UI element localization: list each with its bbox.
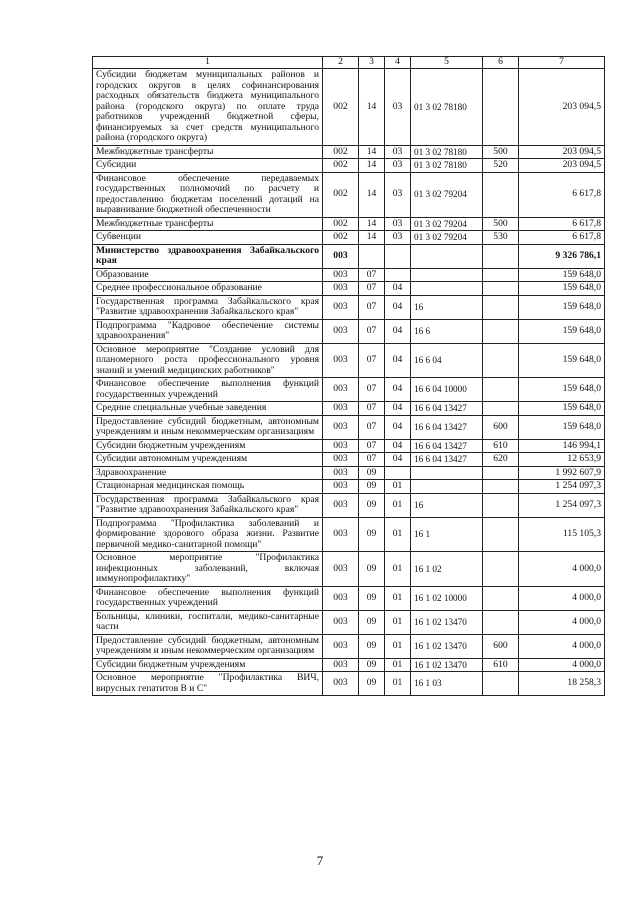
cell-subsection: 03 [385,172,411,217]
cell-ministry-code: 003 [323,439,359,453]
cell-ministry-code: 003 [323,517,359,552]
cell-subsection: 04 [385,415,411,439]
cell-name: Субсидии бюджетным учреждениям [93,439,323,453]
table-row [93,610,605,634]
cell-amount: 159 648,0 [519,415,605,439]
cell-target-item: 16 1 [411,517,483,552]
cell-expense-type [483,343,519,378]
cell-expense-type [483,552,519,587]
cell-subsection: 01 [385,672,411,696]
cell-subsection: 01 [385,634,411,658]
cell-section: 09 [359,466,385,480]
cell-expense-type [483,282,519,296]
cell-name: Межбюджетные трансферты [93,145,323,159]
cell-amount: 6 617,8 [519,231,605,245]
cell-name: Государственная программа Забайкальского края "Развитие здравоохранения Забайкальского края" [93,493,323,517]
cell-section: 14 [359,145,385,159]
cell-name: Предоставление субсидий бюджетным, автономным учреждениям и иным некоммерческим организациям [93,634,323,658]
cell-subsection: 04 [385,319,411,343]
cell-section: 07 [359,343,385,378]
cell-amount: 159 648,0 [519,282,605,296]
cell-ministry-code: 003 [323,268,359,282]
table-header [93,57,605,69]
cell-amount: 1 992 607,9 [519,466,605,480]
cell-ministry-code: 003 [323,244,359,268]
cell-section: 09 [359,493,385,517]
table-row [93,402,605,416]
cell-expense-type [483,586,519,610]
cell-target-item: 16 6 04 13427 [411,439,483,453]
cell-target-item: 16 1 03 [411,672,483,696]
cell-target-item: 16 6 04 13427 [411,453,483,467]
cell-name: Больницы, клиники, госпитали, медико-санитарные части [93,610,323,634]
cell-ministry-code: 003 [323,402,359,416]
table-row [93,493,605,517]
cell-amount: 159 648,0 [519,268,605,282]
cell-target-item [411,466,483,480]
budget-table [92,56,605,696]
table-row [93,658,605,672]
table-row [93,319,605,343]
table-body [93,69,605,696]
header-row [93,57,605,69]
cell-subsection [385,244,411,268]
column-header: 3 [359,57,385,69]
cell-amount: 203 094,5 [519,159,605,173]
cell-section: 07 [359,415,385,439]
cell-ministry-code: 003 [323,552,359,587]
cell-expense-type: 500 [483,217,519,231]
cell-section: 09 [359,634,385,658]
cell-amount: 6 617,8 [519,172,605,217]
column-header: 7 [519,57,605,69]
cell-target-item: 16 6 04 13427 [411,415,483,439]
cell-amount: 6 617,8 [519,217,605,231]
cell-target-item: 01 3 02 78180 [411,145,483,159]
cell-ministry-code: 002 [323,172,359,217]
cell-expense-type: 620 [483,453,519,467]
cell-section: 14 [359,172,385,217]
cell-amount: 12 653,9 [519,453,605,467]
table-row [93,552,605,587]
cell-amount: 146 994,1 [519,439,605,453]
cell-subsection: 03 [385,69,411,146]
cell-ministry-code: 002 [323,159,359,173]
cell-expense-type [483,610,519,634]
cell-name: Государственная программа Забайкальского края "Развитие здравоохранения Забайкальского края" [93,295,323,319]
cell-amount: 4 000,0 [519,634,605,658]
cell-name: Предоставление субсидий бюджетным, автономным учреждениям и иным некоммерческим организациям [93,415,323,439]
cell-amount: 159 648,0 [519,319,605,343]
table-row [93,231,605,245]
cell-amount: 115 105,3 [519,517,605,552]
cell-ministry-code: 003 [323,586,359,610]
cell-target-item [411,268,483,282]
table-row [93,517,605,552]
cell-section: 09 [359,658,385,672]
cell-target-item: 16 6 04 13427 [411,402,483,416]
cell-subsection: 01 [385,493,411,517]
table-row [93,415,605,439]
cell-section: 14 [359,69,385,146]
cell-subsection: 01 [385,552,411,587]
cell-amount: 203 094,5 [519,145,605,159]
cell-expense-type: 530 [483,231,519,245]
cell-name: Министерство здравоохранения Забайкальского края [93,244,323,268]
table-row [93,217,605,231]
cell-subsection: 04 [385,439,411,453]
table-row [93,343,605,378]
cell-name: Субвенции [93,231,323,245]
cell-name: Финансовое обеспечение выполнения функций государственных учреждений [93,378,323,402]
cell-subsection: 01 [385,586,411,610]
cell-section: 09 [359,672,385,696]
cell-name: Межбюджетные трансферты [93,217,323,231]
table-row [93,586,605,610]
cell-section: 09 [359,610,385,634]
cell-target-item: 16 [411,493,483,517]
cell-expense-type [483,378,519,402]
cell-expense-type [483,517,519,552]
cell-ministry-code: 003 [323,480,359,494]
table-row [93,453,605,467]
cell-subsection: 01 [385,658,411,672]
cell-target-item [411,244,483,268]
cell-name: Финансовое обеспечение передаваемых государственных полномочий по расчету и предоставлению бюджетам поселений дотаций на выравнивание бюджетной обеспеченности [93,172,323,217]
cell-expense-type [483,480,519,494]
cell-ministry-code: 003 [323,319,359,343]
table-row [93,439,605,453]
cell-ministry-code: 003 [323,493,359,517]
table-row [93,672,605,696]
cell-name: Подпрограмма "Кадровое обеспечение системы здравоохранения" [93,319,323,343]
table-row [93,282,605,296]
cell-expense-type [483,402,519,416]
cell-expense-type [483,172,519,217]
column-header: 4 [385,57,411,69]
cell-subsection: 04 [385,343,411,378]
cell-amount: 159 648,0 [519,295,605,319]
cell-name: Основное мероприятие "Профилактика инфекционных заболеваний, включая иммунопрофилактику" [93,552,323,587]
column-header: 5 [411,57,483,69]
cell-subsection: 01 [385,610,411,634]
cell-section: 09 [359,552,385,587]
cell-name: Основное мероприятие "Создание условий для планомерного роста профессионального уровня знаний и умений медицинских работников" [93,343,323,378]
page-number: 7 [316,853,324,868]
cell-ministry-code: 003 [323,343,359,378]
cell-section: 14 [359,231,385,245]
cell-amount: 9 326 786,1 [519,244,605,268]
table-row [93,378,605,402]
cell-ministry-code: 003 [323,453,359,467]
cell-amount: 4 000,0 [519,552,605,587]
cell-ministry-code: 003 [323,282,359,296]
cell-name: Стационарная медицинская помощь [93,480,323,494]
cell-target-item [411,480,483,494]
cell-target-item [411,282,483,296]
cell-section: 14 [359,217,385,231]
cell-expense-type: 600 [483,634,519,658]
cell-target-item: 16 [411,295,483,319]
table-row [93,268,605,282]
cell-target-item: 16 1 02 13470 [411,610,483,634]
cell-target-item: 01 3 02 79204 [411,172,483,217]
cell-subsection [385,268,411,282]
cell-name: Субсидии автономным учреждениям [93,453,323,467]
cell-amount: 4 000,0 [519,658,605,672]
cell-target-item: 01 3 02 79204 [411,231,483,245]
cell-expense-type: 520 [483,159,519,173]
cell-ministry-code: 003 [323,658,359,672]
cell-target-item: 16 1 02 10000 [411,586,483,610]
cell-name: Образование [93,268,323,282]
table-row [93,172,605,217]
cell-expense-type: 500 [483,145,519,159]
cell-section: 07 [359,439,385,453]
cell-name: Финансовое обеспечение выполнения функций государственных учреждений [93,586,323,610]
cell-name: Среднее профессиональное образование [93,282,323,296]
cell-name: Основное мероприятие "Профилактика ВИЧ, вирусных гепатитов В и С" [93,672,323,696]
cell-subsection: 04 [385,453,411,467]
cell-ministry-code: 002 [323,231,359,245]
cell-name: Субсидии [93,159,323,173]
cell-amount: 1 254 097,3 [519,493,605,517]
cell-subsection: 03 [385,231,411,245]
table-row [93,480,605,494]
cell-subsection: 04 [385,295,411,319]
cell-section: 07 [359,295,385,319]
table-row [93,295,605,319]
cell-ministry-code: 003 [323,610,359,634]
cell-ministry-code: 003 [323,672,359,696]
cell-ministry-code: 003 [323,634,359,658]
cell-subsection: 01 [385,517,411,552]
cell-subsection: 03 [385,159,411,173]
cell-target-item: 16 6 [411,319,483,343]
cell-target-item: 16 6 04 [411,343,483,378]
table-row [93,145,605,159]
cell-ministry-code: 003 [323,415,359,439]
cell-amount: 4 000,0 [519,586,605,610]
cell-ministry-code: 003 [323,378,359,402]
cell-amount: 18 258,3 [519,672,605,696]
cell-expense-type [483,268,519,282]
cell-target-item: 16 1 02 [411,552,483,587]
cell-amount: 159 648,0 [519,378,605,402]
cell-target-item: 01 3 02 79204 [411,217,483,231]
table-row [93,466,605,480]
cell-section: 07 [359,402,385,416]
cell-section: 09 [359,480,385,494]
cell-expense-type [483,493,519,517]
cell-expense-type: 610 [483,439,519,453]
column-header: 2 [323,57,359,69]
cell-section: 07 [359,268,385,282]
cell-section [359,244,385,268]
cell-expense-type [483,295,519,319]
cell-amount: 4 000,0 [519,610,605,634]
cell-expense-type [483,319,519,343]
cell-expense-type [483,672,519,696]
table-row [93,634,605,658]
cell-ministry-code: 003 [323,295,359,319]
cell-amount: 159 648,0 [519,402,605,416]
cell-section: 07 [359,282,385,296]
cell-ministry-code: 002 [323,69,359,146]
cell-subsection: 04 [385,402,411,416]
cell-subsection [385,466,411,480]
cell-name: Подпрограмма "Профилактика заболеваний и формирование здорового образа жизни. Развитие первичной медико-санитарной помощи" [93,517,323,552]
cell-target-item: 01 3 02 78180 [411,159,483,173]
cell-expense-type [483,466,519,480]
cell-section: 14 [359,159,385,173]
table-row [93,244,605,268]
cell-section: 09 [359,586,385,610]
cell-ministry-code: 003 [323,466,359,480]
cell-amount: 159 648,0 [519,343,605,378]
cell-name: Субсидии бюджетам муниципальных районов и городских округов в целях софинансирования расходных обязательств бюджета муниципального района (городского округа) по оплате труда работников учреждений бюджетной сферы, финансируемых за счет средств муниципального района (городского округа) [93,69,323,146]
cell-expense-type: 610 [483,658,519,672]
cell-expense-type [483,244,519,268]
column-header: 6 [483,57,519,69]
cell-name: Средние специальные учебные заведения [93,402,323,416]
table-row [93,159,605,173]
cell-subsection: 03 [385,217,411,231]
cell-expense-type: 600 [483,415,519,439]
cell-target-item: 16 1 02 13470 [411,634,483,658]
cell-name: Здравоохранение [93,466,323,480]
cell-amount: 1 254 097,3 [519,480,605,494]
cell-name: Субсидии бюджетным учреждениям [93,658,323,672]
cell-expense-type [483,69,519,146]
cell-target-item: 01 3 02 78180 [411,69,483,146]
cell-section: 07 [359,453,385,467]
cell-ministry-code: 002 [323,217,359,231]
column-header: 1 [93,57,323,69]
cell-subsection: 04 [385,378,411,402]
cell-subsection: 04 [385,282,411,296]
cell-section: 07 [359,319,385,343]
cell-subsection: 03 [385,145,411,159]
cell-target-item: 16 6 04 10000 [411,378,483,402]
cell-section: 07 [359,378,385,402]
cell-subsection: 01 [385,480,411,494]
cell-ministry-code: 002 [323,145,359,159]
cell-section: 09 [359,517,385,552]
table-row [93,69,605,146]
cell-amount: 203 094,5 [519,69,605,146]
cell-target-item: 16 1 02 13470 [411,658,483,672]
